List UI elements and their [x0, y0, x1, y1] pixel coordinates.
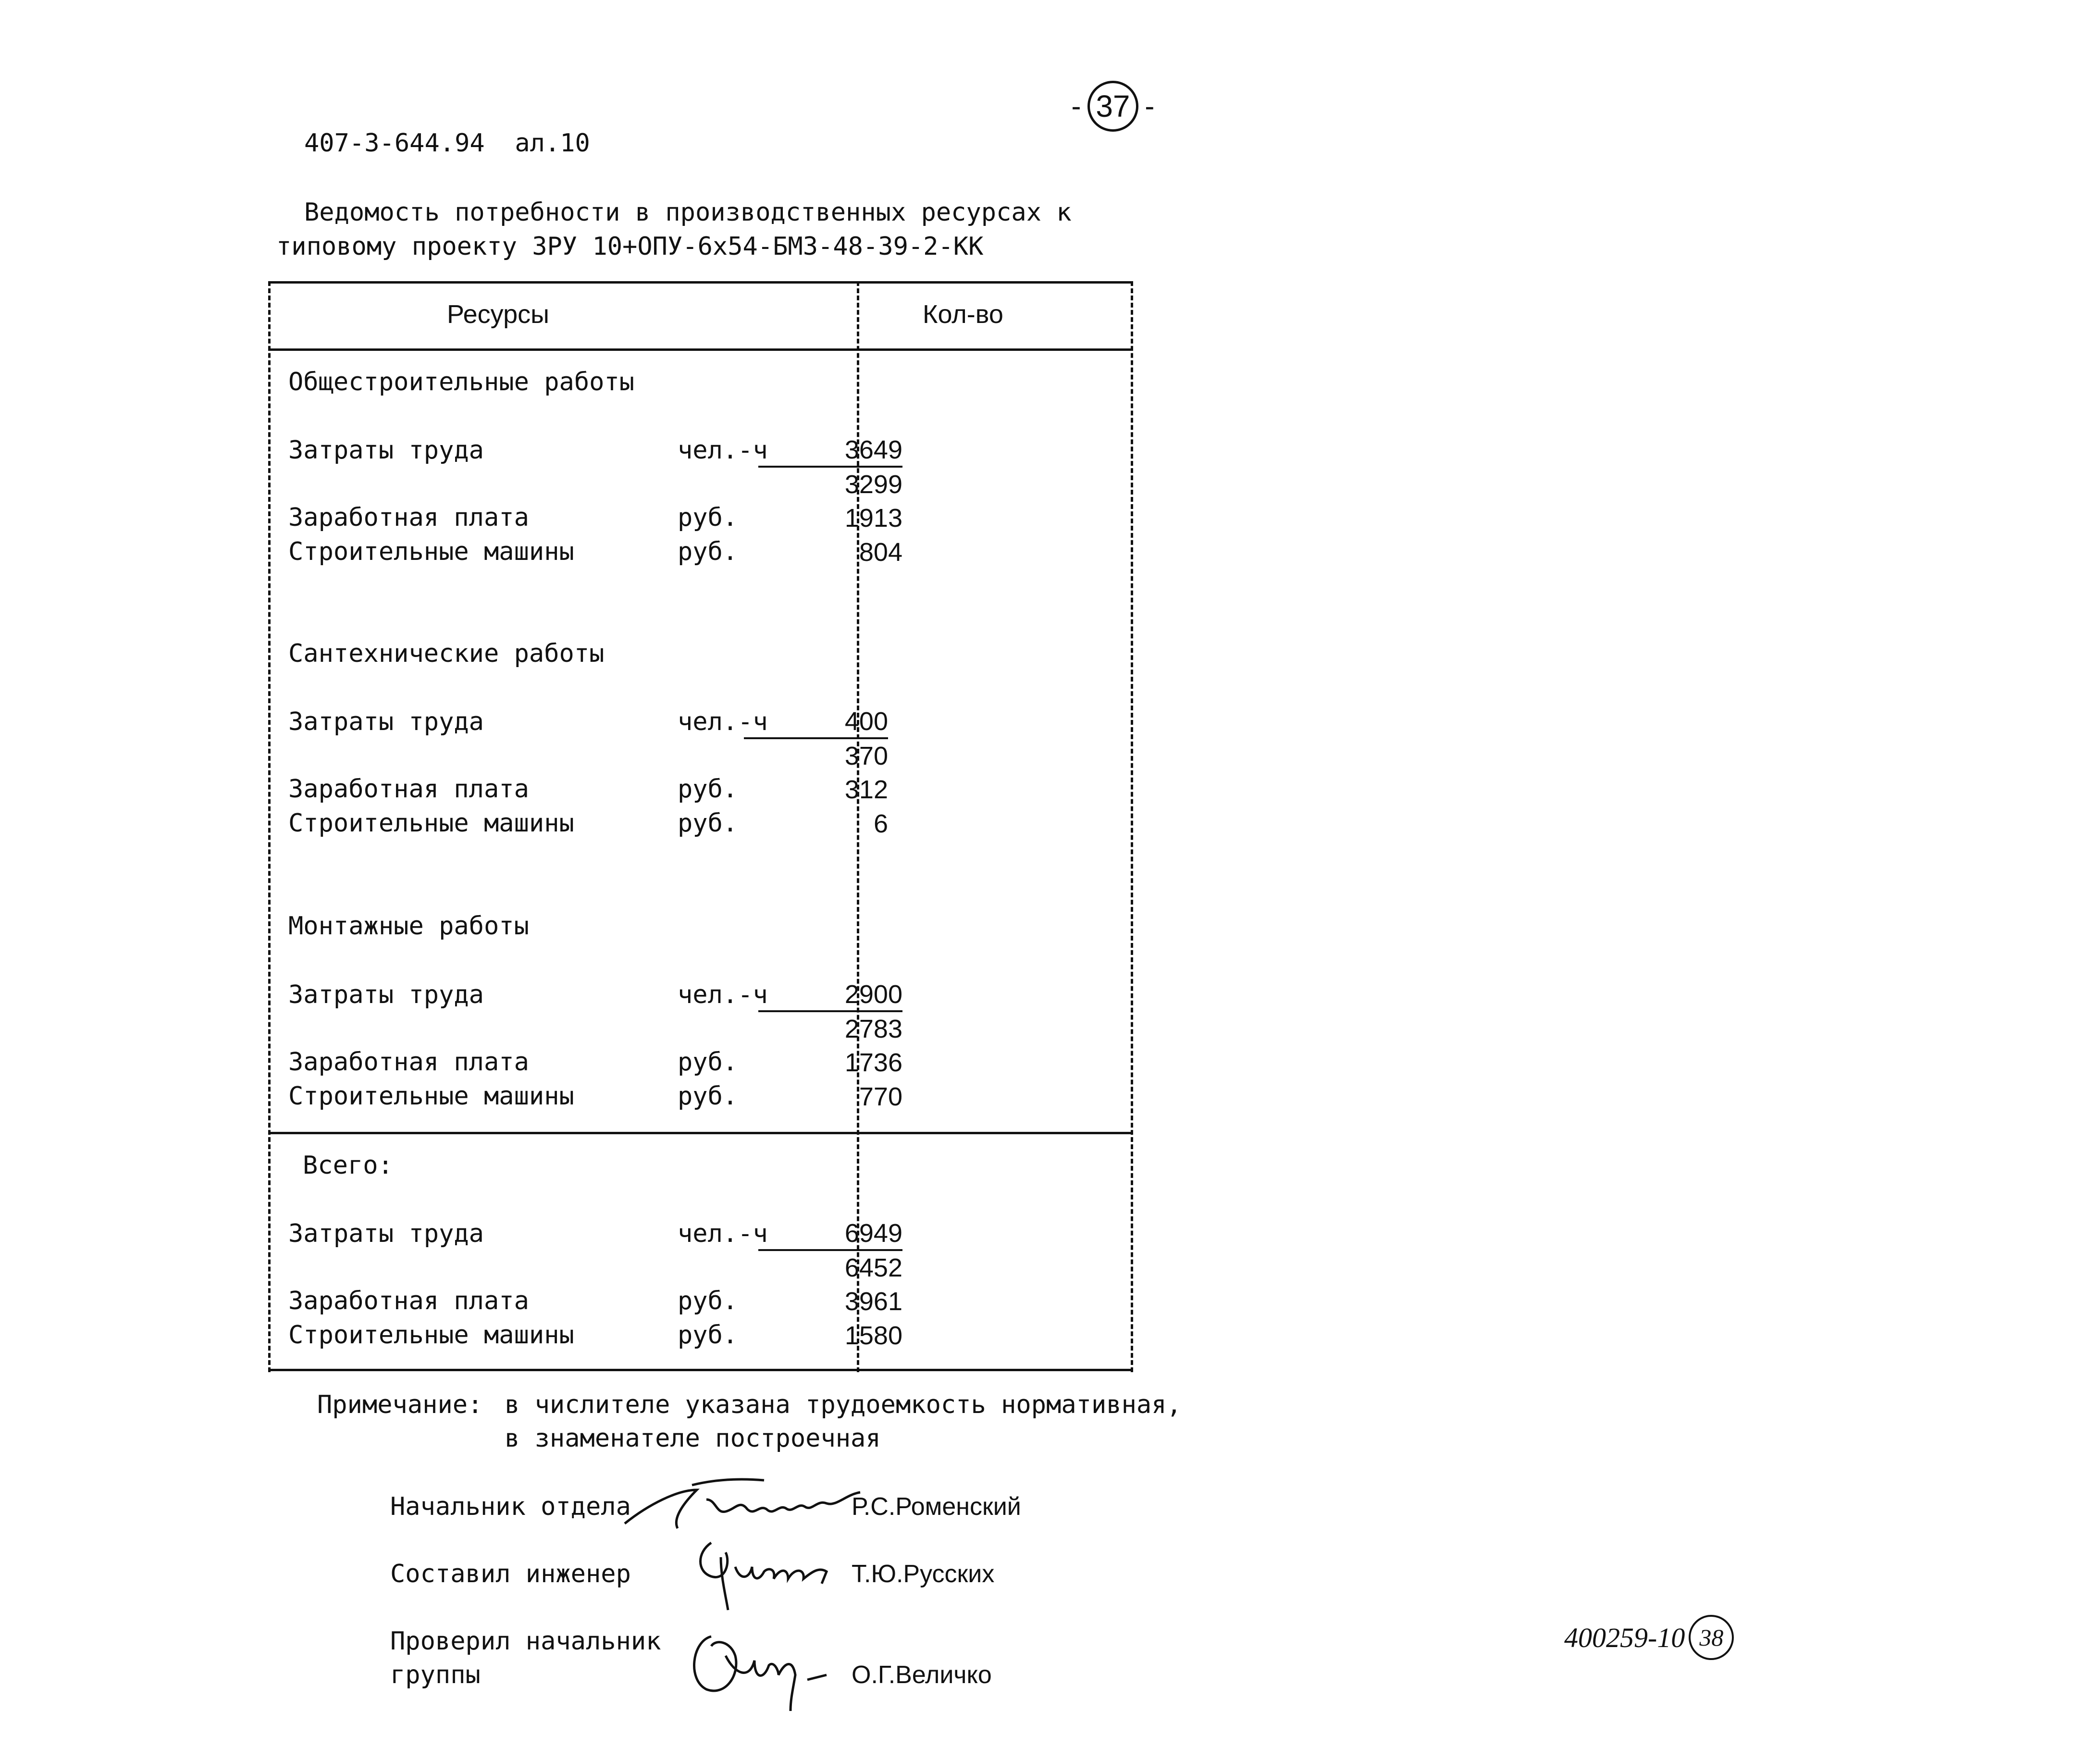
total-title: Всего:	[303, 1151, 393, 1180]
signature-role-line2: группы	[390, 1661, 481, 1689]
signature-role: Составил инженер	[390, 1560, 631, 1588]
signature-role: Начальник отдела	[390, 1492, 631, 1521]
page-number-circle: 37	[1087, 81, 1138, 132]
row-label: Строительные машины	[288, 1082, 574, 1111]
note-line-1: в числителе указана трудоемкость нормативная,	[505, 1390, 1182, 1419]
note-label: Примечание:	[317, 1390, 483, 1419]
row-label: Затраты труда	[288, 436, 484, 465]
row-unit: руб.	[678, 1082, 738, 1111]
row-label: Затраты труда	[288, 980, 484, 1009]
row-label: Затраты труда	[288, 1219, 484, 1248]
row-label: Заработная плата	[288, 503, 529, 532]
row-unit: руб.	[678, 503, 738, 532]
note-line-2: в знаменателе построечная	[505, 1424, 881, 1453]
qty-denominator: 6452	[844, 1253, 902, 1282]
archive-stamp	[1564, 1615, 1734, 1660]
qty-denominator: 2783	[844, 1015, 902, 1043]
column-header-qty: Кол-во	[923, 300, 1003, 329]
table-header-divider	[268, 348, 1133, 351]
table-right-border	[1131, 281, 1133, 1372]
archive-code: 400259-10	[1564, 1622, 1685, 1653]
qty-denominator: 3299	[844, 470, 902, 499]
archive-circle-number: 38	[1689, 1615, 1734, 1660]
row-unit: чел.-ч	[678, 436, 768, 465]
qty-value: 804	[859, 538, 902, 567]
row-unit: чел.-ч	[678, 1219, 768, 1248]
row-label: Строительные машины	[288, 809, 574, 838]
title-line-1: Ведомость потребности в производственных ресурсах к	[304, 198, 1072, 227]
row-label: Заработная плата	[288, 1287, 529, 1315]
row-label: Заработная плата	[288, 1048, 529, 1077]
table-top-border	[268, 281, 1133, 284]
qty-value: 6	[873, 809, 888, 838]
qty-value: 3961	[844, 1287, 902, 1316]
signature-name: Р.С.Роменский	[852, 1493, 1021, 1521]
row-unit: руб.	[678, 775, 738, 804]
qty-denominator: 370	[844, 742, 888, 770]
signature-name: Т.Ю.Русских	[852, 1560, 995, 1588]
row-unit: руб.	[678, 1321, 738, 1350]
row-unit: чел.-ч	[678, 980, 768, 1009]
signature-role-line1: Проверил начальник	[390, 1627, 661, 1656]
column-header-resources: Ресурсы	[447, 300, 549, 329]
signature-romensky	[620, 1471, 870, 1543]
qty-numerator: 2900	[758, 979, 902, 1012]
row-label: Строительные машины	[288, 537, 574, 566]
table-total-divider	[268, 1132, 1133, 1134]
qty-numerator: 3649	[758, 435, 902, 468]
row-unit: руб.	[678, 537, 738, 566]
row-label: Строительные машины	[288, 1321, 574, 1350]
signature-name: О.Г.Величко	[852, 1661, 992, 1689]
qty-value: 1736	[844, 1048, 902, 1077]
table-left-border	[268, 281, 271, 1372]
qty-numerator: 400	[744, 706, 888, 739]
resources-table	[268, 281, 1133, 1372]
section-title: Сантехнические работы	[288, 639, 605, 668]
signature-russkikh	[692, 1533, 855, 1615]
document-code: 407-3-644.94 ал.10	[304, 129, 590, 158]
row-unit: руб.	[678, 1048, 738, 1077]
signature-velichko	[682, 1627, 846, 1718]
row-unit: чел.-ч	[678, 707, 768, 736]
section-title: Общестроительные работы	[288, 368, 635, 397]
qty-value: 1580	[844, 1321, 902, 1350]
page-number: - 37 -	[1068, 81, 1158, 132]
row-unit: руб.	[678, 809, 738, 838]
row-label: Затраты труда	[288, 707, 484, 736]
qty-value: 1913	[844, 504, 902, 533]
qty-value: 312	[844, 775, 888, 804]
row-unit: руб.	[678, 1287, 738, 1315]
qty-value: 770	[859, 1082, 902, 1111]
section-title: Монтажные работы	[288, 912, 529, 941]
row-label: Заработная плата	[288, 775, 529, 804]
qty-numerator: 6949	[758, 1218, 902, 1251]
title-line-2: типовому проекту ЗРУ 10+ОПУ-6х54-БМЗ-48-39-2-КК	[276, 232, 984, 261]
table-bottom-border	[268, 1369, 1133, 1371]
